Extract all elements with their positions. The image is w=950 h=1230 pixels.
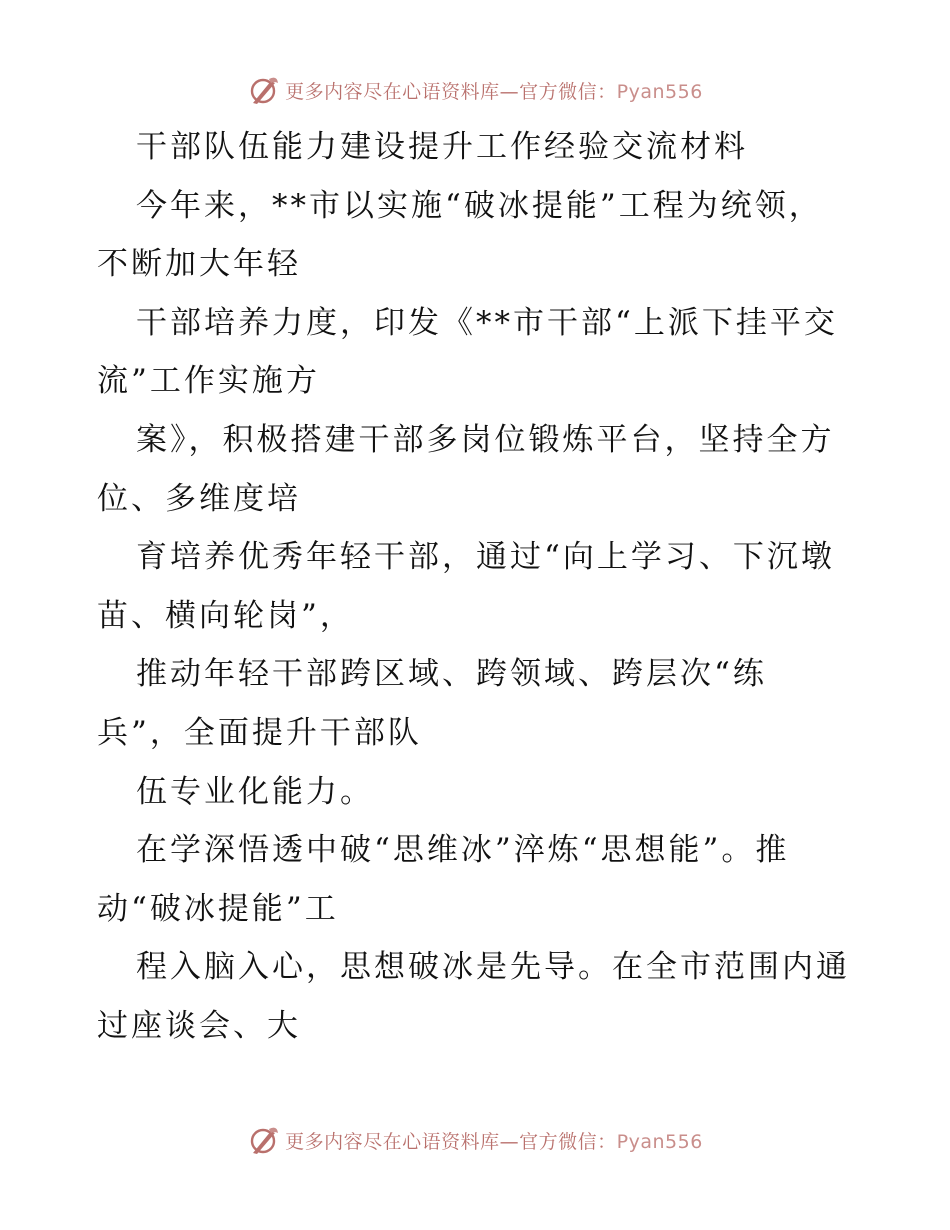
text-line: 不断加大年轻 (97, 246, 301, 283)
document-title: 干部队伍能力建设提升工作经验交流材料 (136, 129, 748, 165)
text-line: 干部培养力度，印发《**市干部“上派下挂平交 (136, 304, 838, 341)
text-line: 苗、横向轮岗”， (97, 597, 354, 634)
quill-seal-icon (247, 1123, 281, 1157)
watermark-text: 更多内容尽在心语资料库—官方微信：Pyan556 (285, 80, 703, 103)
text-line: 流”工作实施方 (97, 363, 320, 400)
text-line: 兵”，全面提升干部队 (97, 714, 422, 751)
footer-watermark (0, 1120, 950, 1160)
text-line: 在学深悟透中破“思维冰”淬炼“思想能”。推 (136, 832, 790, 869)
text-line: 动“破冰提能”工 (97, 890, 339, 927)
text-line: 伍专业化能力。 (136, 773, 374, 810)
document-body (97, 118, 867, 1056)
text-line: 案》，积极搭建干部多岗位锻炼平台，坚持全方 (136, 421, 835, 458)
quill-seal-icon (247, 73, 281, 107)
text-line: 推动年轻干部跨区域、跨领域、跨层次“练 (136, 656, 767, 693)
header-watermark (0, 70, 950, 110)
text-line: 过座谈会、大 (97, 1007, 301, 1044)
text-line: 今年来，**市以实施“破冰提能”工程为统领， (136, 187, 823, 224)
text-line: 程入脑入心，思想破冰是先导。在全市范围内通 (136, 949, 850, 986)
text-line: 位、多维度培 (97, 480, 301, 517)
watermark-text: 更多内容尽在心语资料库—官方微信：Pyan556 (285, 1130, 703, 1153)
text-line: 育培养优秀年轻干部，通过“向上学习、下沉墩 (136, 539, 835, 576)
